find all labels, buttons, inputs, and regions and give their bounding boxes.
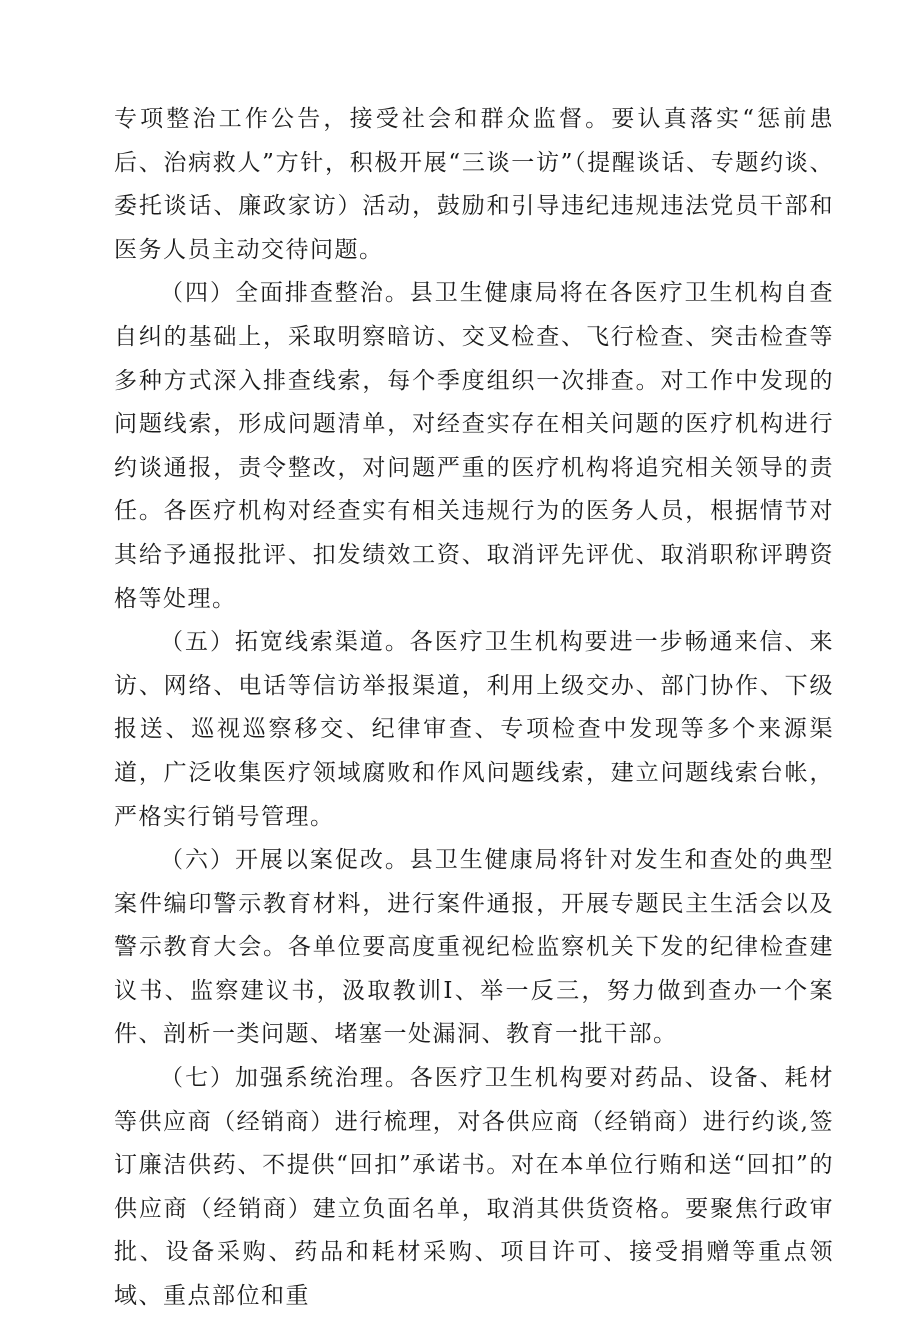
paragraph-section-5: （五）拓宽线索渠道。各医疗卫生机构要进一步畅通来信、来访、网络、电话等信访举报渠道，利用上级交办、部门协作、下级报送、巡视巡察移交、纪律审查、专项检查中发现等多个来源渠道，广泛收集医疗领域腐败和作风问题线索，建立问题线索台帐，严格实行销号管理。 bbox=[114, 629, 834, 830]
paragraph-section-4: （四）全面排查整治。县卫生健康局将在各医疗卫生机构自查自纠的基础上，采取明察暗访、交叉检查、飞行检查、突击检查等多种方式深入排查线索，每个季度组织一次排查。对工作中发现的问题线索，形成问题清单，对经查实存在相关问题的医疗机构进行约谈通报，责令整改，对问题严重的医疗机构将追究相关领导的责任。各医疗机构对经查实有相关违规行为的医务人员，根据情节对其给予通报批评、扣发绩效工资、取消评先评优、取消职称评聘资格等处理。 bbox=[114, 280, 834, 612]
document-body bbox=[114, 98, 834, 1319]
paragraph-section-7: （七）加强系统治理。各医疗卫生机构要对药品、设备、耗材等供应商（经销商）进行梳理，对各供应商（经销商）进行约谈,签订廉洁供药、不提供“回扣”承诺书。对在本单位行贿和送“回扣”的供应商（经销商）建立负面名单，取消其供货资格。要聚焦行政审批、设备采购、药品和耗材采购、项目许可、接受捐赠等重点领域、重点部位和重 bbox=[114, 1065, 834, 1310]
paragraph-section-6: （六）开展以案促改。县卫生健康局将针对发生和查处的典型案件编印警示教育材料，进行案件通报，开展专题民主生活会以及警示教育大会。各单位要高度重视纪检监察机关下发的纪律检查建议书、监察建议书，汲取教训I、举一反三，努力做到查办一个案件、剖析一类问题、堵塞一处漏洞、教育一批干部。 bbox=[114, 847, 834, 1048]
paragraph-continuation: 专项整治工作公告，接受社会和群众监督。要认真落实“惩前患后、治病救人”方针，积极开展“三谈一访”（提醒谈话、专题约谈、委托谈话、廉政家访）活动，鼓励和引导违纪违规违法党员干部和医务人员主动交待问题。 bbox=[114, 106, 834, 263]
